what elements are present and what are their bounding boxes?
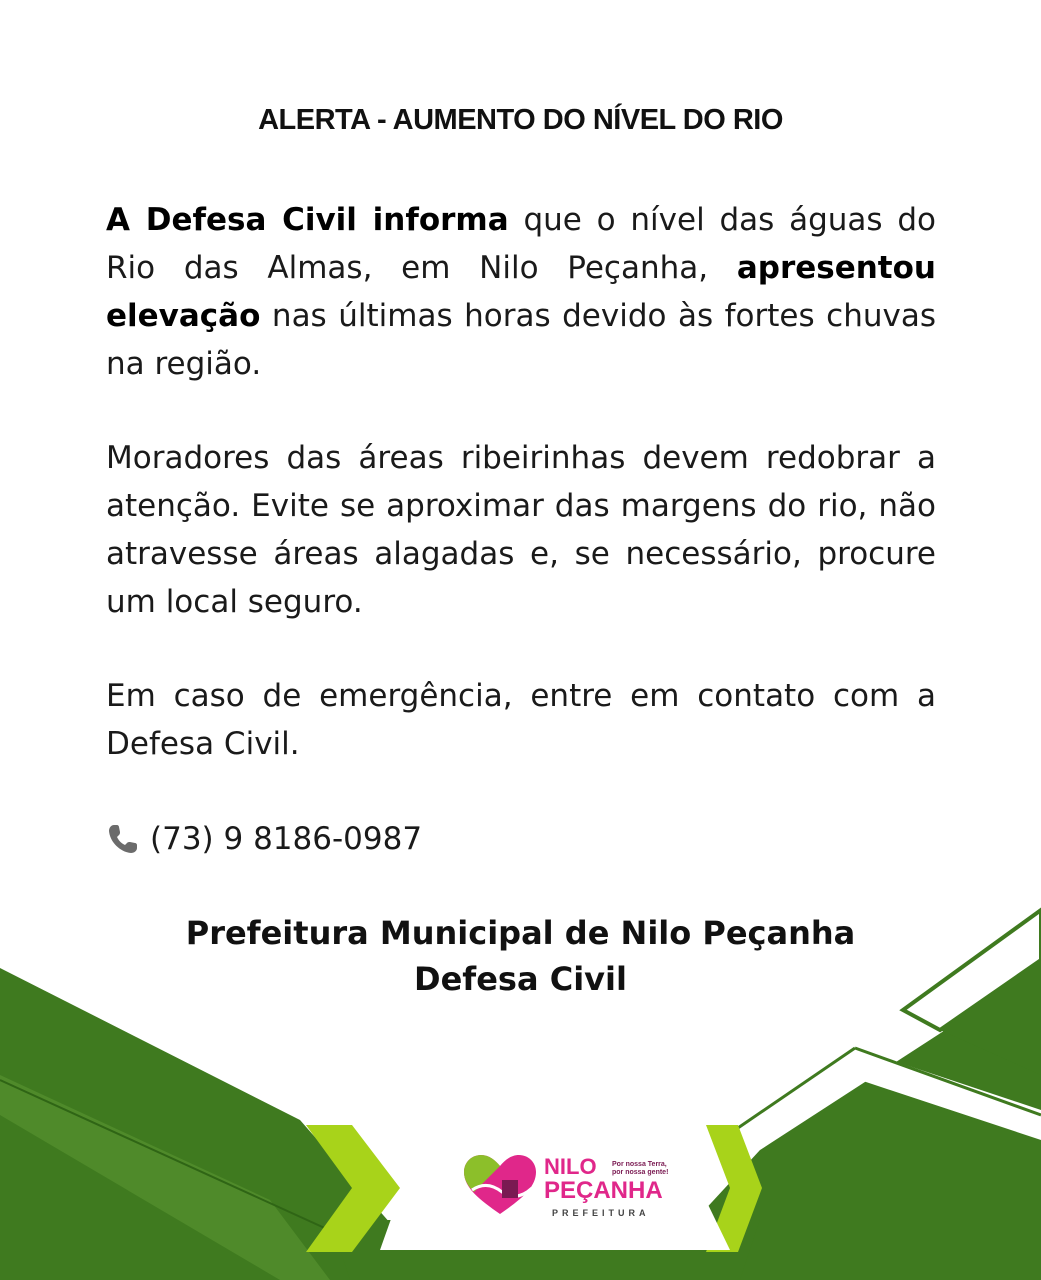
svg-text:por nossa gente!: por nossa gente!: [612, 1169, 669, 1176]
signature-line-2: Defesa Civil: [414, 960, 627, 998]
paragraph-bold-lead: A Defesa Civil informa: [106, 202, 509, 238]
paragraph-bold-highlight: apresentou elevação: [106, 250, 936, 334]
paragraph-announcement: [106, 196, 936, 388]
svg-text:PEÇANHA: PEÇANHA: [544, 1177, 663, 1204]
paragraph-emergency: Em caso de emergência, entre em contato com a Defesa Civil.: [106, 678, 936, 762]
svg-text:PREFEITURA: PREFEITURA: [552, 1208, 650, 1218]
phone-contact: [106, 814, 422, 864]
prefeitura-logo: [462, 1150, 682, 1222]
svg-text:Por nossa Terra,: Por nossa Terra,: [612, 1161, 667, 1168]
phone-number: (73) 9 8186-0987: [150, 821, 423, 857]
paragraph-text: nas últimas horas devido às fortes chuvas na região.: [106, 298, 936, 382]
paragraph-safety-advice: Moradores das áreas ribeirinhas devem redobrar a atenção. Evite se aproximar das margens do rio, não atravesse áreas alagadas e, se necessário, procure um local seguro.: [106, 440, 936, 620]
svg-text:NILO: NILO: [544, 1154, 597, 1179]
paragraph-text: que o nível das águas do Rio das Almas, em Nilo Peçanha,: [106, 202, 936, 286]
signature-line-1: Prefeitura Municipal de Nilo Peçanha: [185, 914, 856, 952]
alert-title: ALERTA - AUMENTO DO NÍVEL DO RIO: [258, 104, 783, 136]
phone-icon: [106, 822, 140, 856]
signature-block: [0, 910, 1041, 1002]
